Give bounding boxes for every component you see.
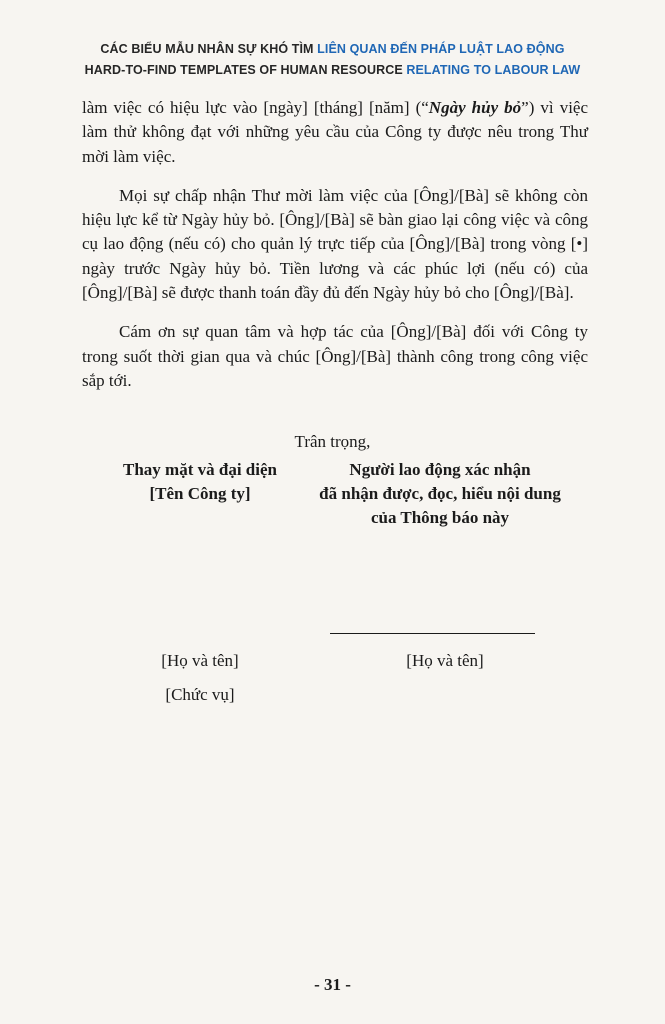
header-en-main: HARD-TO-FIND TEMPLATES OF HUMAN RESOURCE [84, 63, 407, 77]
running-header-vietnamese [0, 42, 665, 56]
employee-confirm-notice: của Thông báo này [370, 508, 510, 527]
header-en-highlight: RELATING TO LABOUR LAW [406, 63, 581, 77]
paragraph-thanks: Cám ơn sự quan tâm và hợp tác của [Ông]/[Bà] đối với Công ty trong suốt thời gian qua và chúc [Ông]/[Bà] thành công trong công việc sắp tới. [82, 322, 588, 390]
header-vi-highlight: LIÊN QUAN ĐẾN PHÁP LUẬT LAO ĐỘNG [317, 42, 565, 56]
company-name-placeholder: [Tên Công ty] [149, 484, 251, 503]
employee-signature-block [290, 458, 590, 530]
paragraph-1-end: ”) vì việc làm thử không đạt với những yêu cầu của Công ty được nêu trong Thư mời làm việc. [82, 98, 589, 166]
employee-confirm-label: Người lao động xác nhận [349, 460, 531, 479]
defined-term-cancellation-date: Ngày hủy bỏ [428, 98, 522, 117]
company-signer-name-placeholder: [Họ và tên] [161, 651, 239, 670]
company-signature-block [95, 458, 305, 506]
header-vi-main: CÁC BIỂU MẪU NHÂN SỰ KHÓ TÌM [100, 42, 318, 56]
paragraph-cancellation-date [82, 96, 588, 169]
employee-name-placeholder: [Họ và tên] [406, 651, 484, 670]
running-header-english [0, 63, 665, 77]
company-representative-label: Thay mặt và đại diện [123, 460, 277, 479]
company-signer-title-placeholder: [Chức vụ] [165, 685, 235, 704]
employee-signature-line [330, 633, 535, 634]
paragraph-1-start: làm việc có hiệu lực vào [ngày] [tháng] [năm] (“ [82, 98, 429, 117]
employee-confirm-detail: đã nhận được, đọc, hiểu nội dung [319, 484, 561, 503]
letter-body [82, 96, 588, 408]
page-number: - 31 - [314, 975, 351, 994]
paragraph-handover: Mọi sự chấp nhận Thư mời làm việc của [Ông]/[Bà] sẽ không còn hiệu lực kể từ Ngày hủy bỏ. [Ông]/[Bà] sẽ bàn giao lại công việc và công cụ lao động (nếu có) cho quản lý trực tiếp của [Ông]/[Bà] trong vòng [•] ngày trước Ngày hủy bỏ. Tiền lương và các phúc lợi (nếu có) của [Ông]/[Bà] sẽ được thanh toán đầy đủ đến Ngày hủy bỏ cho [Ông]/[Bà]. [82, 185, 588, 303]
closing-salutation: Trân trọng, [294, 432, 371, 451]
